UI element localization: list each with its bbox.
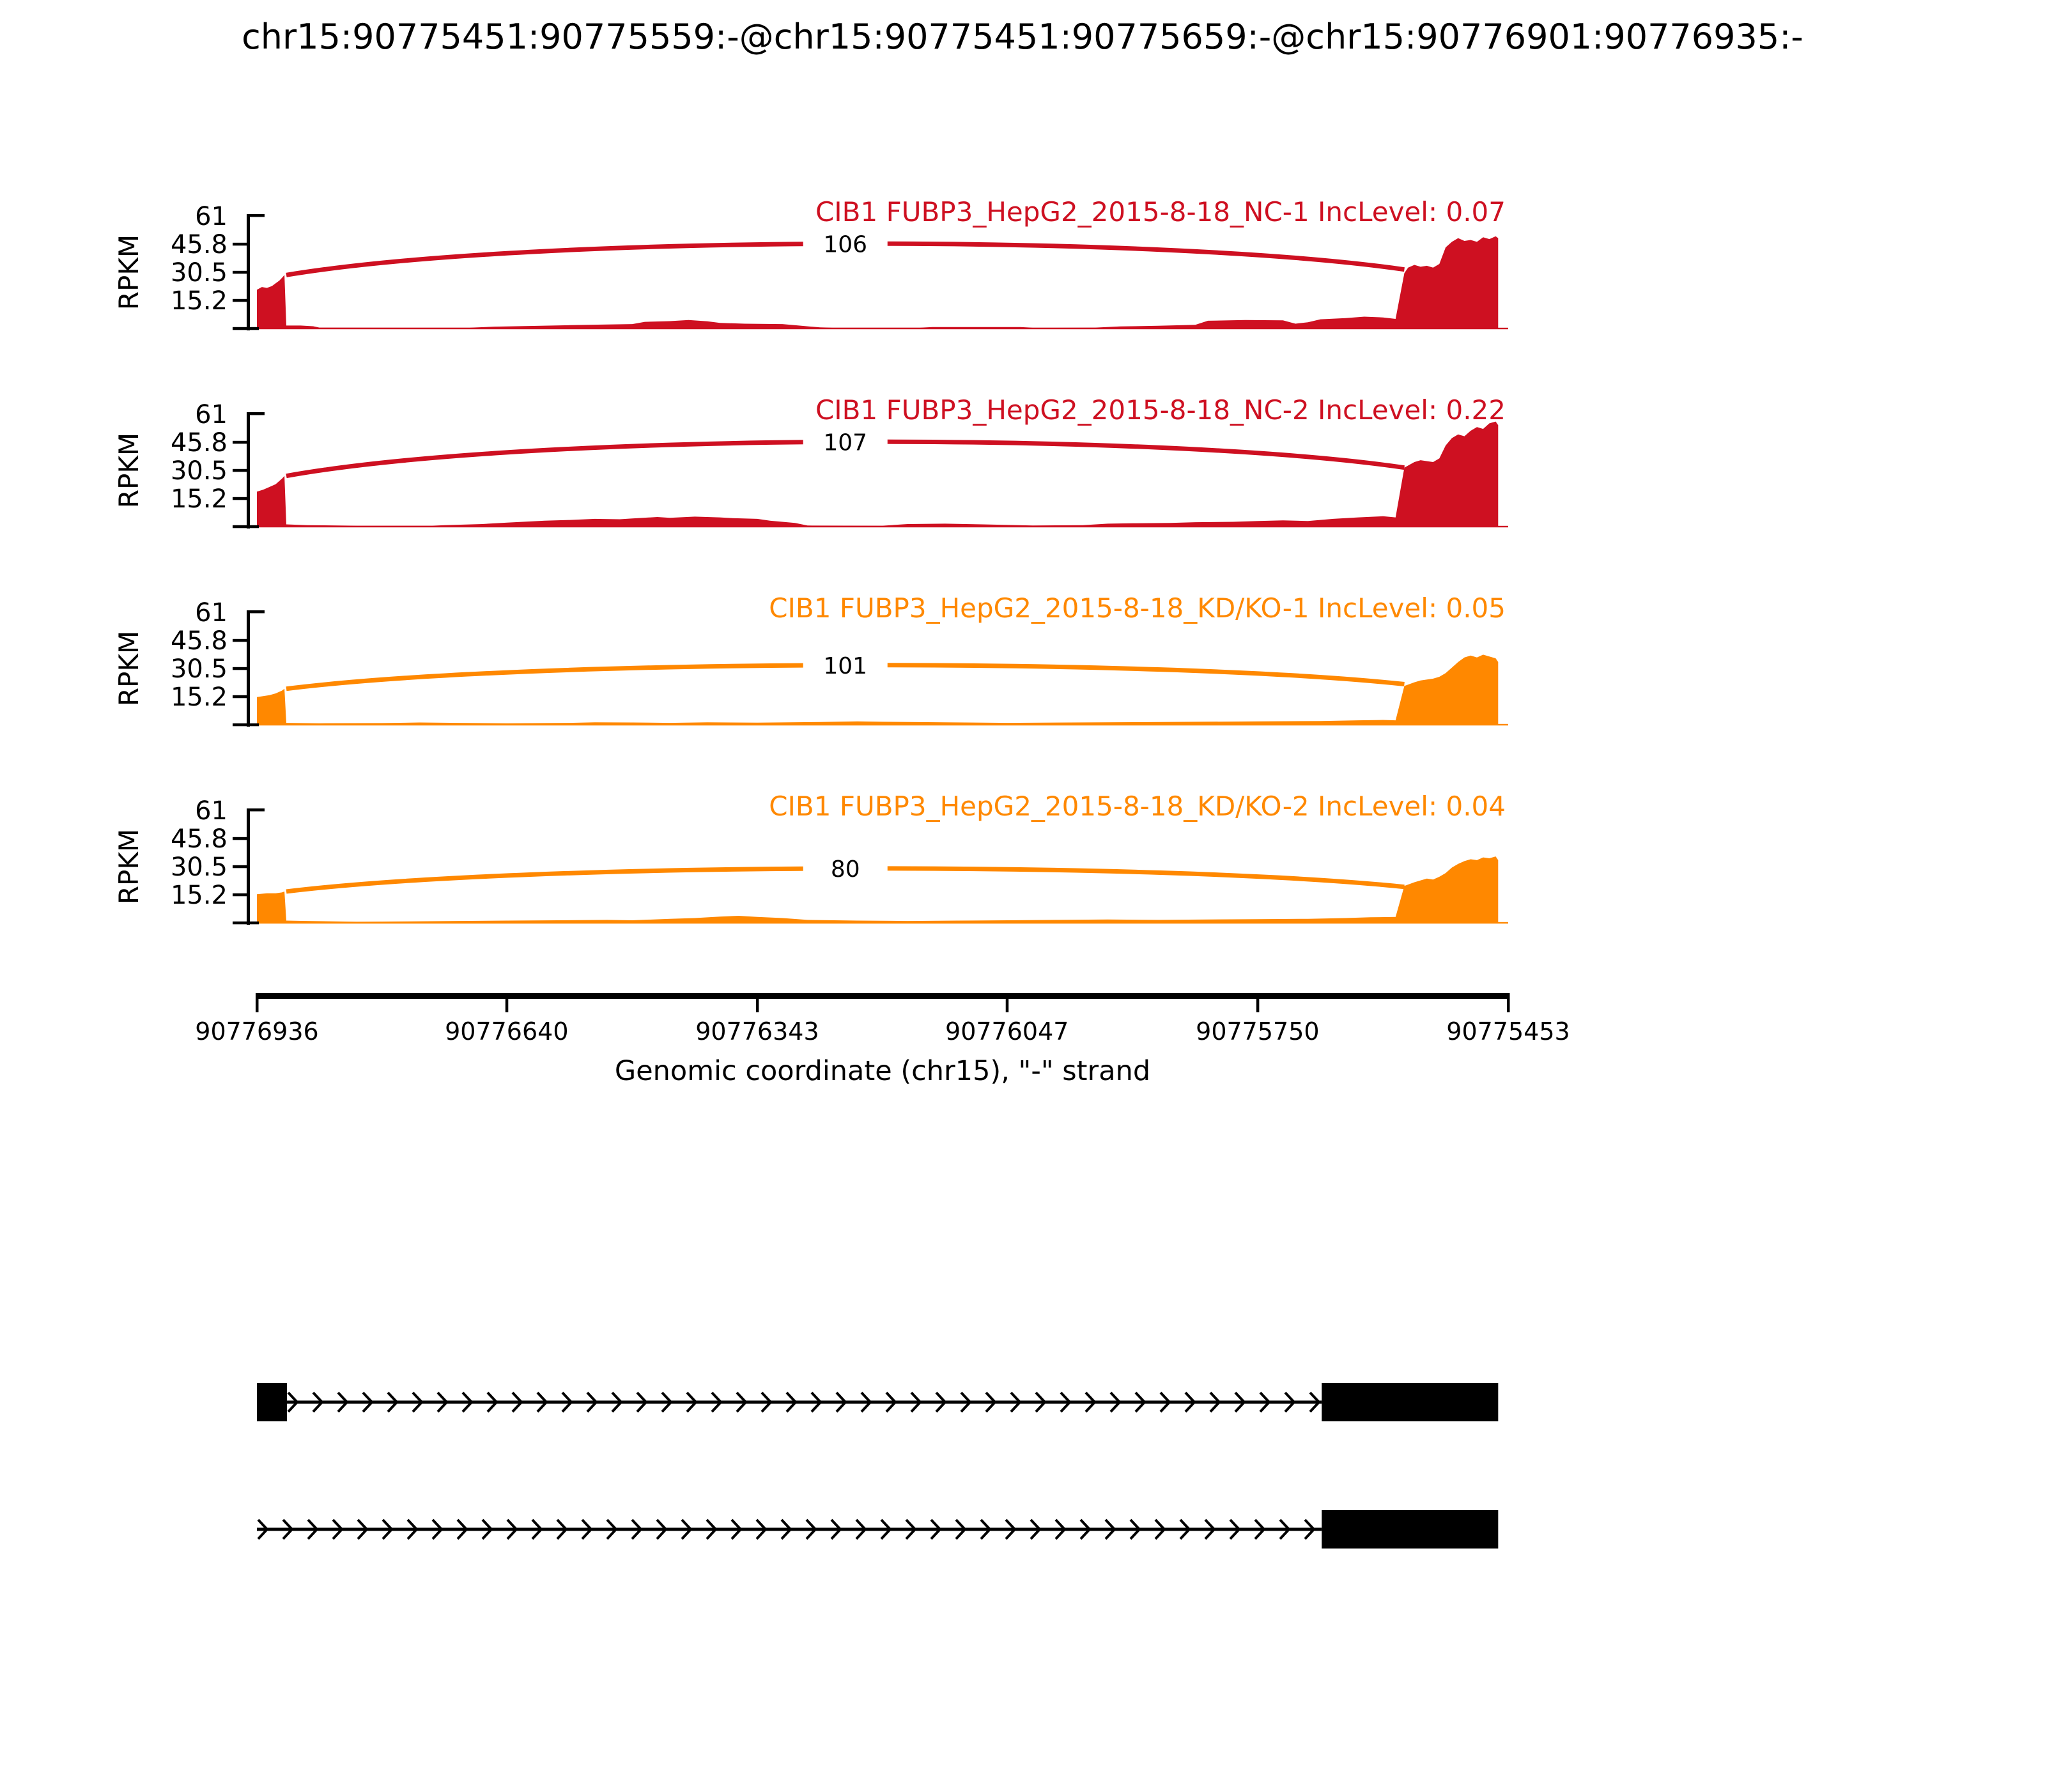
x-tick-label: 90776936 (195, 1017, 319, 1046)
y-tick-top (250, 808, 265, 812)
y-axis-spine (247, 808, 250, 925)
y-axis-label: RPKM (113, 432, 144, 509)
x-axis (195, 993, 1570, 1046)
x-tick (505, 993, 509, 1012)
coverage-baseline (257, 328, 1508, 329)
x-tick (1006, 993, 1009, 1012)
y-tick-label: 45.8 (170, 229, 228, 259)
x-tick-label: 90776047 (945, 1017, 1069, 1046)
figure-title: chr15:90775451:90775559:-@chr15:90775451:90775659:-@chr15:90776901:90776935:- (242, 17, 1803, 57)
track-title: CIB1 FUBP3_HepG2_2015-8-18_KD/KO-2 IncLevel: 0.04 (769, 791, 1506, 822)
y-tick-label: 61 (195, 400, 228, 430)
x-axis-title: Genomic coordinate (chr15), "-" strand (614, 1055, 1151, 1087)
junction-count: 101 (823, 653, 868, 679)
track-title: CIB1 FUBP3_HepG2_2015-8-18_KD/KO-1 IncLevel: 0.05 (769, 592, 1506, 624)
x-axis-line (256, 993, 1509, 999)
x-tick-label: 90776343 (695, 1017, 819, 1046)
y-tick (233, 327, 247, 330)
y-tick-label: 15.2 (170, 484, 228, 514)
y-tick-top (250, 214, 265, 217)
junction-count: 106 (823, 231, 868, 258)
coverage-baseline (257, 724, 1508, 725)
junction-count: 107 (823, 429, 868, 456)
y-tick (233, 469, 247, 472)
x-tick (1256, 993, 1260, 1012)
gene-model-2 (257, 1510, 1498, 1549)
y-tick-label: 30.5 (170, 654, 228, 684)
y-tick-label: 30.5 (170, 456, 228, 486)
gene-model-1 (257, 1383, 1498, 1421)
y-axis-corner (250, 327, 259, 330)
y-axis-corner (250, 525, 259, 529)
exon (1322, 1510, 1498, 1549)
y-tick (233, 865, 247, 869)
intron-line (287, 1401, 1322, 1404)
y-tick (233, 695, 247, 699)
y-tick (233, 639, 247, 642)
junction-count: 80 (830, 856, 860, 883)
y-tick (233, 893, 247, 897)
y-tick (233, 441, 247, 444)
track-1 (113, 196, 1508, 330)
coverage-baseline (257, 922, 1508, 923)
y-tick-label: 45.8 (170, 428, 228, 458)
y-tick (233, 723, 247, 727)
y-tick (233, 525, 247, 529)
track-4 (113, 791, 1508, 925)
x-tick (1507, 993, 1510, 1012)
y-tick (233, 299, 247, 302)
x-tick (756, 993, 759, 1012)
y-axis-spine (247, 412, 250, 529)
coverage-baseline (257, 526, 1508, 527)
exon (257, 1383, 287, 1421)
y-tick (233, 243, 247, 246)
y-tick-label: 61 (195, 202, 228, 232)
y-tick (233, 667, 247, 670)
track-2 (113, 394, 1508, 529)
y-tick-label: 45.8 (170, 626, 228, 656)
y-tick-label: 30.5 (170, 853, 228, 883)
y-tick (233, 922, 247, 925)
y-axis-spine (247, 214, 250, 330)
track-3 (113, 592, 1508, 727)
track-title: CIB1 FUBP3_HepG2_2015-8-18_NC-2 IncLevel: 0.22 (815, 394, 1506, 426)
chart-content (113, 196, 1570, 1549)
y-axis-corner (250, 922, 259, 925)
y-tick-label: 30.5 (170, 258, 228, 288)
y-axis-label: RPKM (113, 234, 144, 311)
y-tick-label: 61 (195, 796, 228, 826)
y-tick-label: 15.2 (170, 286, 228, 316)
y-tick-top (250, 610, 265, 614)
y-tick-label: 15.2 (170, 683, 228, 713)
x-tick (256, 993, 259, 1012)
y-tick-label: 45.8 (170, 824, 228, 854)
x-tick-label: 90775453 (1446, 1017, 1570, 1046)
y-tick (233, 837, 247, 840)
y-tick-label: 61 (195, 598, 228, 628)
x-tick-label: 90776640 (445, 1017, 569, 1046)
y-axis-label: RPKM (113, 630, 144, 707)
x-tick-label: 90775750 (1196, 1017, 1320, 1046)
y-axis-spine (247, 610, 250, 727)
exon (1322, 1383, 1498, 1421)
y-tick (233, 497, 247, 500)
y-tick-label: 15.2 (170, 881, 228, 911)
track-title: CIB1 FUBP3_HepG2_2015-8-18_NC-1 IncLevel: 0.07 (815, 196, 1506, 228)
y-tick-top (250, 412, 265, 415)
y-axis-corner (250, 723, 259, 727)
y-axis-label: RPKM (113, 828, 144, 905)
y-tick (233, 271, 247, 274)
